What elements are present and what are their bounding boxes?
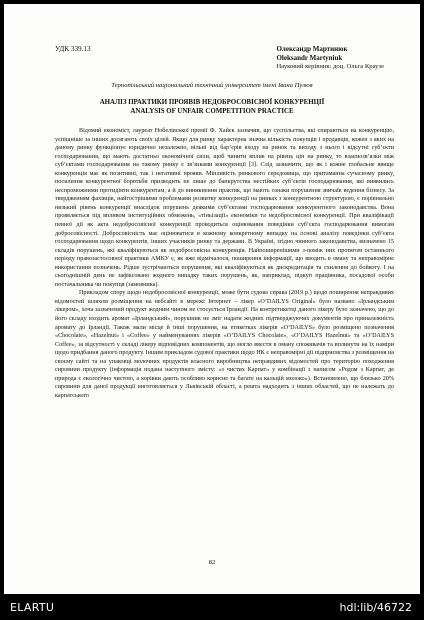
title-ua: АНАЛІЗ ПРАКТИКИ ПРОЯВІВ НЕДОБРОСОВІСНОЇ КОНКУРЕНЦІЇ (99, 99, 325, 106)
page-number: 82 (208, 559, 216, 566)
handle-id: hdl:lib/46722 (339, 601, 412, 614)
author-name-ua: Олександр Мартинюк (276, 45, 348, 53)
paragraph: Відомий економіст, лауреат Нобелівської премії Ф. Хайєк зазначив, що суспільства, які спираються на конкуренцію, успішніше за інших досягають своїх цілей. Якщо для ринку характерна значна кількість покупців і продавців, кожен з яких на даному ринку функціонує юридично незалежно, вільні від бар’єрів входу на ринок та виходу з нього і відсутні суб’єкти господарювання, що мають достатньо економічної сили, щоб чинити вплив на рівень цін на ринку, то взаємозв’язки між суб’єктами господарювання на такому ринку є зв’язками конкуренції [3]. Слід зазначити, що як і кожне глобальне явище конкуренція має як позитивні, так і негативні прояви. Мінливість ринкового середовища, що притаманна сучасному ринку, посилення конкурентної боротьби призводить не лише до банкрутства нестійких суб’єктів господарювання, які виявились неспроможними протидіяти конкурентам, а й до виникнення практик, що мають ознаки порушення звичаїв ведення бізнесу. За твердженням фахівців, найгострішими проблемами розвитку конкуренції на ринках з конкурентною структурою, є порівняльно низький рівень конкуренції внаслідок порушень деякими суб’єктами господарювання конкурентного законодавства. Вона проявляється під впливом інституційних обмежень, «тіньізації» економіки та недобросовісної конкуренції. При кваліфікації певної дії як акта недобросовісної конкуренції проводиться оцінювання поведінки суб’єкта господарювання вимогам добросовісності. Добросовісність має оцінюватися в кожному конкретному випадку на основі аналізу поведінки суб’єкта господарювання щодо конкурентів, інших учасників ринку та держави. В Україні, згідно чинного законодавства, визначено 15 складів порушень, які кваліфікуються як недобросовісна конкуренція. Найпоширенішими з-поміж них протягом останнього періоду правозастосовної практики АМКУ є, як вже відмічалося, поширення інформації, що вводить в оману та неправомірне використання позначень. Рідше зустрічаються порушення, які кваліфікуються як дискредитація та схилення до бойкоту. І на сьогоднішній день не зафіксовано жодного випадку таких порушень, як, наприклад, підкуп працівника, посадової особи постачальника чи покупця (замовника). (55, 128, 394, 288)
document-page (4, 4, 420, 594)
institution: Тернопільський національний технічний університет імені Івана Пулюя (111, 82, 313, 89)
author-block (276, 45, 384, 72)
article-body (55, 127, 394, 401)
paragraph: Прикладом спору щодо недобросовісної конкуренції, може бути судова справа (2019 р.) щодо поширення неправдивих відомостей шляхом розміщення на вебсайті в мережі Інтернет – лікер «O’DAILYS Original» було названо «Ірландським лікером», хоча зазначений продукт жодним чином не стосується Ірландії. На контретикетці даного лікеру було зазначено, що до його складу входить аромат «Ірландський», порушник не зміг надати жодних підтверджуючих документів про приналежність аромату до Ірландії. Також мали місце й інші порушення, на етикетках лікерів «O’DAILYS» було розміщено позначення «Chocolate», «Hazelnut» і «Coffee» у найменуваннях лікерів «O’DAILYS Chocolate», «O’DAILYS Hazelnut» та «O’DAILYS Coffee», за відсутності у складі лікеру відповідних компонентів, що могло ввести в оману споживачів та вплинути на їх наміри щодо придбання даного продукту. Іншим прикладом судової практики щодо НК є неправомірні дії підприємства з розміщення на своєму сайті та на упаковці молочних продуктів власного виробництва неправдивих відомостей про територію походження сировини продукту (інформація подана наступного змісту: «з чистих Карпат» у комбінації з написом «Родом з Карпат, де природа є екологічно чистою, а корівки дають особливо корисне та багате на кальцій молоко»). Встановлено, що близько 20% сировини для даної продукції виготовляється у Львівській області, а решта надходить з інших областей, що не належать до карпатського (55, 290, 394, 399)
footer-bar (0, 594, 424, 620)
repository-name: ELARTU (10, 601, 55, 614)
author-name-en: Oleksandr Martyniuk (276, 53, 343, 62)
title-en: ANALYSIS OF UNFAIR COMPETITION PRACTICE (130, 107, 294, 115)
supervisor: Науковий керівник: доц. Ольга Краузе (276, 63, 384, 71)
article-title (4, 99, 420, 116)
udk-code: УДК 339.13 (55, 45, 91, 53)
